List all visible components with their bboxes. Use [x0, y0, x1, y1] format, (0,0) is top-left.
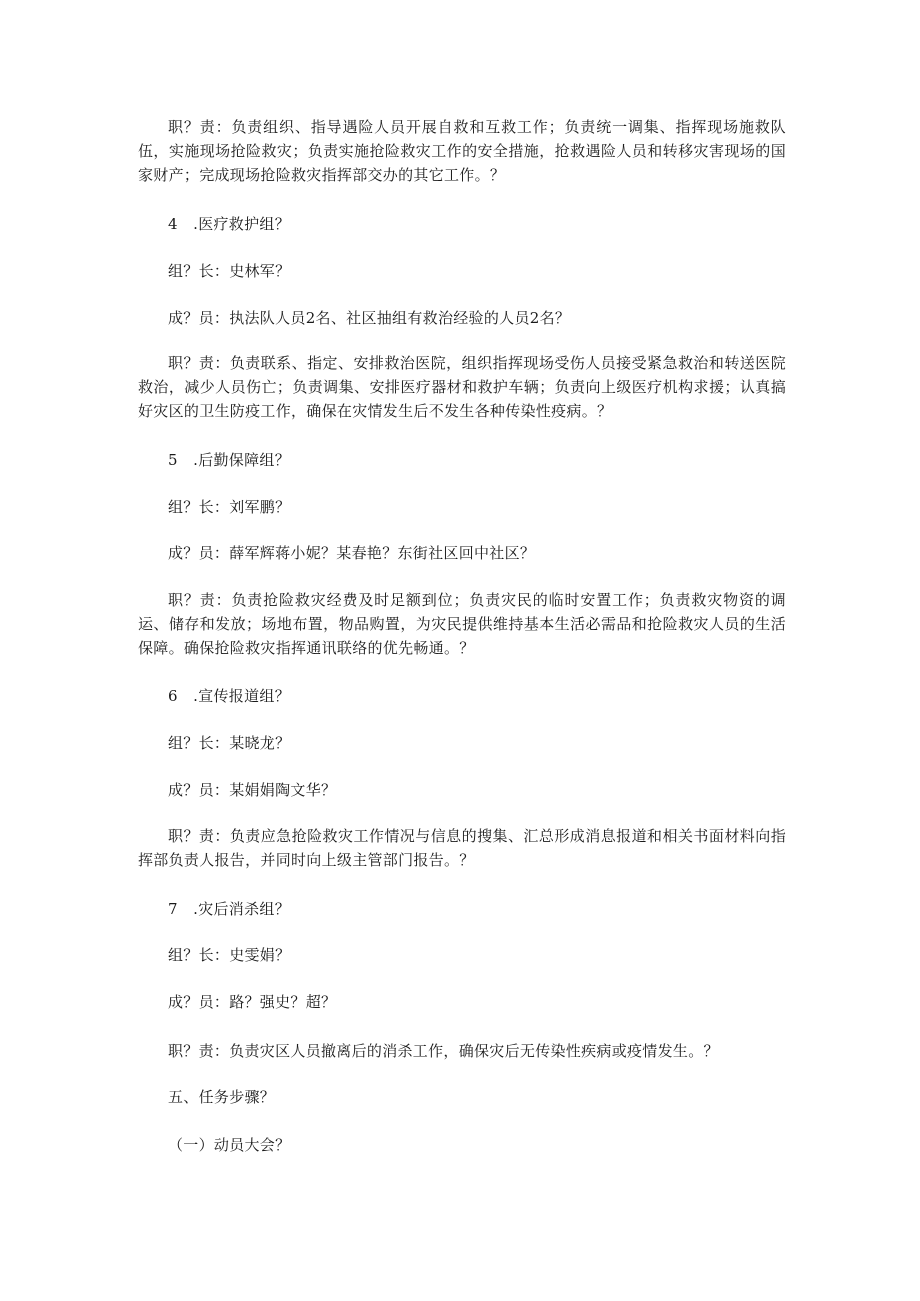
logistics-team-heading: 5 .后勤保障组？ — [168, 451, 291, 469]
logistics-team-leader: 组？长：刘军鹏？ — [168, 498, 291, 516]
medical-team-heading: 4 .医疗救护组？ — [168, 215, 291, 233]
logistics-team-duty-paragraph: 职？责：负责抢险救灾经费及时足额到位；负责灾民的临时安置工作；负责救灾物资的调运、储存和发放；场地布置，物品购置，为灾民提供维持基本生活必需品和抢险救灾人员的生活保障。确保抢险救灾指挥通讯联络的优先畅通。？ — [138, 591, 786, 657]
disinfection-team-leader: 组？长：史雯娟？ — [168, 946, 291, 964]
subsection-one-heading: （一）动员大会？ — [168, 1136, 291, 1154]
disinfection-team-heading: 7 .灾后消杀组？ — [168, 900, 291, 918]
publicity-team-duty-paragraph: 职？责：负责应急抢险救灾工作情况与信息的搜集、汇总形成消息报道和相关书面材料向指挥部负责人报告，并同时向上级主管部门报告。？ — [138, 827, 786, 869]
disinfection-team-members: 成？员：路？强史？超？ — [168, 993, 337, 1011]
medical-team-leader: 组？长：史林军？ — [168, 262, 291, 280]
logistics-team-members: 成？员：薛军辉蒋小妮？某春艳？东街社区回中社区？ — [168, 544, 536, 562]
publicity-team-leader: 组？长：某晓龙？ — [168, 734, 291, 752]
publicity-team-members: 成？员：某娟娟陶文华？ — [168, 781, 337, 799]
medical-team-duty-paragraph: 职？责：负责联系、指定、安排救治医院，组织指挥现场受伤人员接受紧急救治和转送医院救治，减少人员伤亡；负责调集、安排医疗器材和救护车辆；负责向上级医疗机构求援；认真搞好灾区的卫生防疫工作，确保在灾情发生后不发生各种传染性疫病。？ — [138, 354, 786, 420]
publicity-team-heading: 6 .宣传报道组？ — [168, 687, 291, 705]
rescue-team-duty-paragraph: 职？责：负责组织、指导遇险人员开展自救和互救工作；负责统一调集、指挥现场施救队伍，实施现场抢险救灾；负责实施抢险救灾工作的安全措施，抢救遇险人员和转移灾害现场的国家财产；完成现场抢险救灾指挥部交办的其它工作。？ — [138, 118, 786, 184]
section-five-heading: 五、任务步骤？ — [168, 1088, 276, 1106]
medical-team-members: 成？员：执法队人员2名、社区抽组有救治经验的人员2名？ — [168, 309, 571, 327]
disinfection-team-duty: 职？责：负责灾区人员撤离后的消杀工作，确保灾后无传染性疾病或疫情发生。？ — [168, 1042, 719, 1060]
